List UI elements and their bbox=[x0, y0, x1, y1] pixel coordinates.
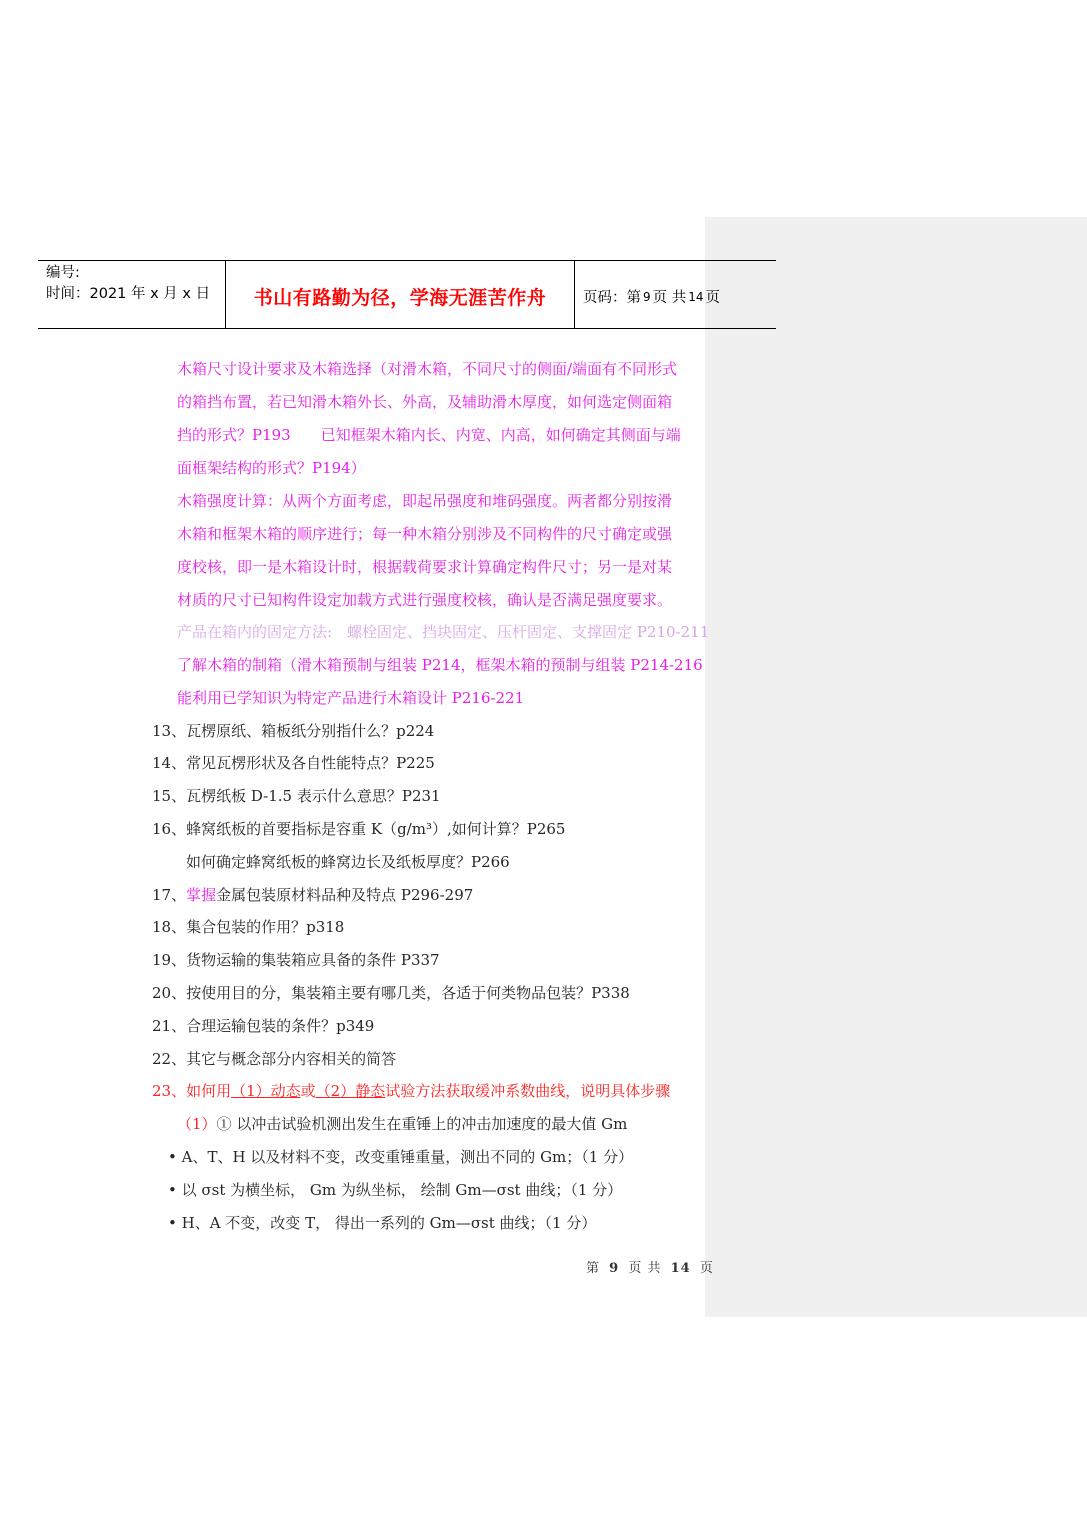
question-20: 20、按使用目的分，集装箱主要有哪几类，各适于何类物品包装？P338 bbox=[152, 984, 630, 1002]
question-22: 22、其它与概念部分内容相关的简答 bbox=[152, 1050, 397, 1068]
paragraph-line: 度校核，即一是木箱设计时，根据载荷要求计算确定构件尺寸；另一是对某 bbox=[177, 558, 673, 576]
header-page-cell bbox=[575, 261, 776, 328]
header-number-label: 编号: bbox=[46, 265, 80, 281]
question-16-followup: 如何确定蜂窝纸板的蜂窝边长及纸板厚度？P266 bbox=[186, 853, 510, 871]
question-23-dynamic: （1）动态 bbox=[231, 1082, 301, 1100]
question-23-or: 或 bbox=[300, 1082, 316, 1100]
footer-suffix: 页 bbox=[699, 1261, 714, 1276]
question-23 bbox=[152, 1081, 670, 1101]
header-motto-cell bbox=[226, 261, 575, 328]
question-19: 19、货物运输的集装箱应具备的条件 P337 bbox=[152, 951, 440, 969]
question-18: 18、集合包装的作用？p318 bbox=[152, 918, 345, 936]
footer-page-total: 14 bbox=[670, 1261, 691, 1276]
question-17-number: 17、 bbox=[152, 886, 187, 904]
header-left-cell bbox=[38, 261, 226, 328]
comment-pane bbox=[705, 217, 1087, 1317]
question-17 bbox=[152, 885, 473, 905]
paragraph-line: 挡的形式？P193 已知框架木箱内长、内宽、内高，如何确定其侧面与端 bbox=[177, 426, 681, 444]
paragraph-line: 面框架结构的形式？P194） bbox=[177, 459, 366, 477]
footer-mid: 页 共 bbox=[628, 1261, 662, 1276]
header-time-label: 时间：2021 年 x 月 x 日 bbox=[46, 286, 211, 302]
paragraph-line: 木箱强度计算：从两个方面考虑，即起吊强度和堆码强度。两者都分别按滑 bbox=[177, 492, 673, 510]
answer-step-1-text: ① 以冲击试验机测出发生在重锤上的冲击加速度的最大值 Gm bbox=[216, 1115, 628, 1133]
header-page-suffix: 页 bbox=[705, 290, 721, 306]
paragraph-line: 材质的尺寸已知构件设定加载方式进行强度校核，确认是否满足强度要求。 bbox=[177, 591, 673, 609]
paragraph-line: 能利用已学知识为特定产品进行木箱设计 P216-221 bbox=[177, 689, 525, 707]
page-header bbox=[38, 260, 776, 329]
footer-page-number: 9 bbox=[609, 1261, 620, 1276]
paragraph-line: 木箱和框架木箱的顺序进行；每一种木箱分别涉及不同构件的尺寸确定或强 bbox=[177, 525, 673, 543]
question-23-static: （2）静态 bbox=[315, 1082, 386, 1100]
header-page-mid: 页 共 bbox=[652, 290, 687, 306]
paragraph-line: 了解木箱的制箱（滑木箱预制与组装 P214，框架木箱的预制与组装 P214-216 bbox=[177, 656, 703, 674]
question-21: 21、合理运输包装的条件？p349 bbox=[152, 1017, 375, 1035]
paragraph-line: 的箱挡布置，若已知滑木箱外长、外高，及辅助滑木厚度，如何选定侧面箱 bbox=[177, 393, 673, 411]
header-page-prefix: 页码：第 bbox=[583, 290, 641, 306]
footer-prefix: 第 bbox=[586, 1261, 601, 1276]
question-14: 14、常见瓦楞形状及各自性能特点？P225 bbox=[152, 754, 435, 772]
header-motto: 书山有路勤为径，学海无涯苦作舟 bbox=[253, 287, 547, 309]
page-footer bbox=[586, 1257, 714, 1276]
answer-bullet: • H、A 不变，改变 T， 得出一系列的 Gm—σst 曲线；（1 分） bbox=[168, 1214, 597, 1232]
paragraph-line: 木箱尺寸设计要求及木箱选择（对滑木箱，不同尺寸的侧面/端面有不同形式 bbox=[177, 360, 678, 378]
question-23-tail: 试验方法获取缓冲系数曲线，说明具体步骤 bbox=[385, 1082, 671, 1100]
header-page-total: 14 bbox=[688, 289, 704, 304]
answer-bullet: • 以 σst 为横坐标， Gm 为纵坐标， 绘制 Gm—σst 曲线；（1 分） bbox=[168, 1181, 623, 1199]
question-13: 13、瓦楞原纸、箱板纸分别指什么？p224 bbox=[152, 722, 435, 740]
question-17-text: 金属包装原材料品种及特点 P296-297 bbox=[216, 886, 474, 904]
answer-step-1-label: （1） bbox=[177, 1115, 217, 1133]
question-15: 15、瓦楞纸板 D-1.5 表示什么意思？P231 bbox=[152, 787, 441, 805]
question-16: 16、蜂窝纸板的首要指标是容重 K（g/m³）,如何计算？P265 bbox=[152, 820, 566, 838]
answer-step-1 bbox=[177, 1114, 627, 1134]
question-23-lead: 23、如何用 bbox=[152, 1082, 232, 1100]
question-17-highlight: 掌握 bbox=[186, 886, 217, 904]
header-page-number: 9 bbox=[643, 289, 651, 304]
answer-bullet: • A、T、H 以及材料不变，改变重锤重量，测出不同的 Gm；（1 分） bbox=[168, 1148, 634, 1166]
paragraph-line: 产品在箱内的固定方法: 螺栓固定、挡块固定、压杆固定、支撑固定 P210-211 bbox=[177, 623, 710, 641]
